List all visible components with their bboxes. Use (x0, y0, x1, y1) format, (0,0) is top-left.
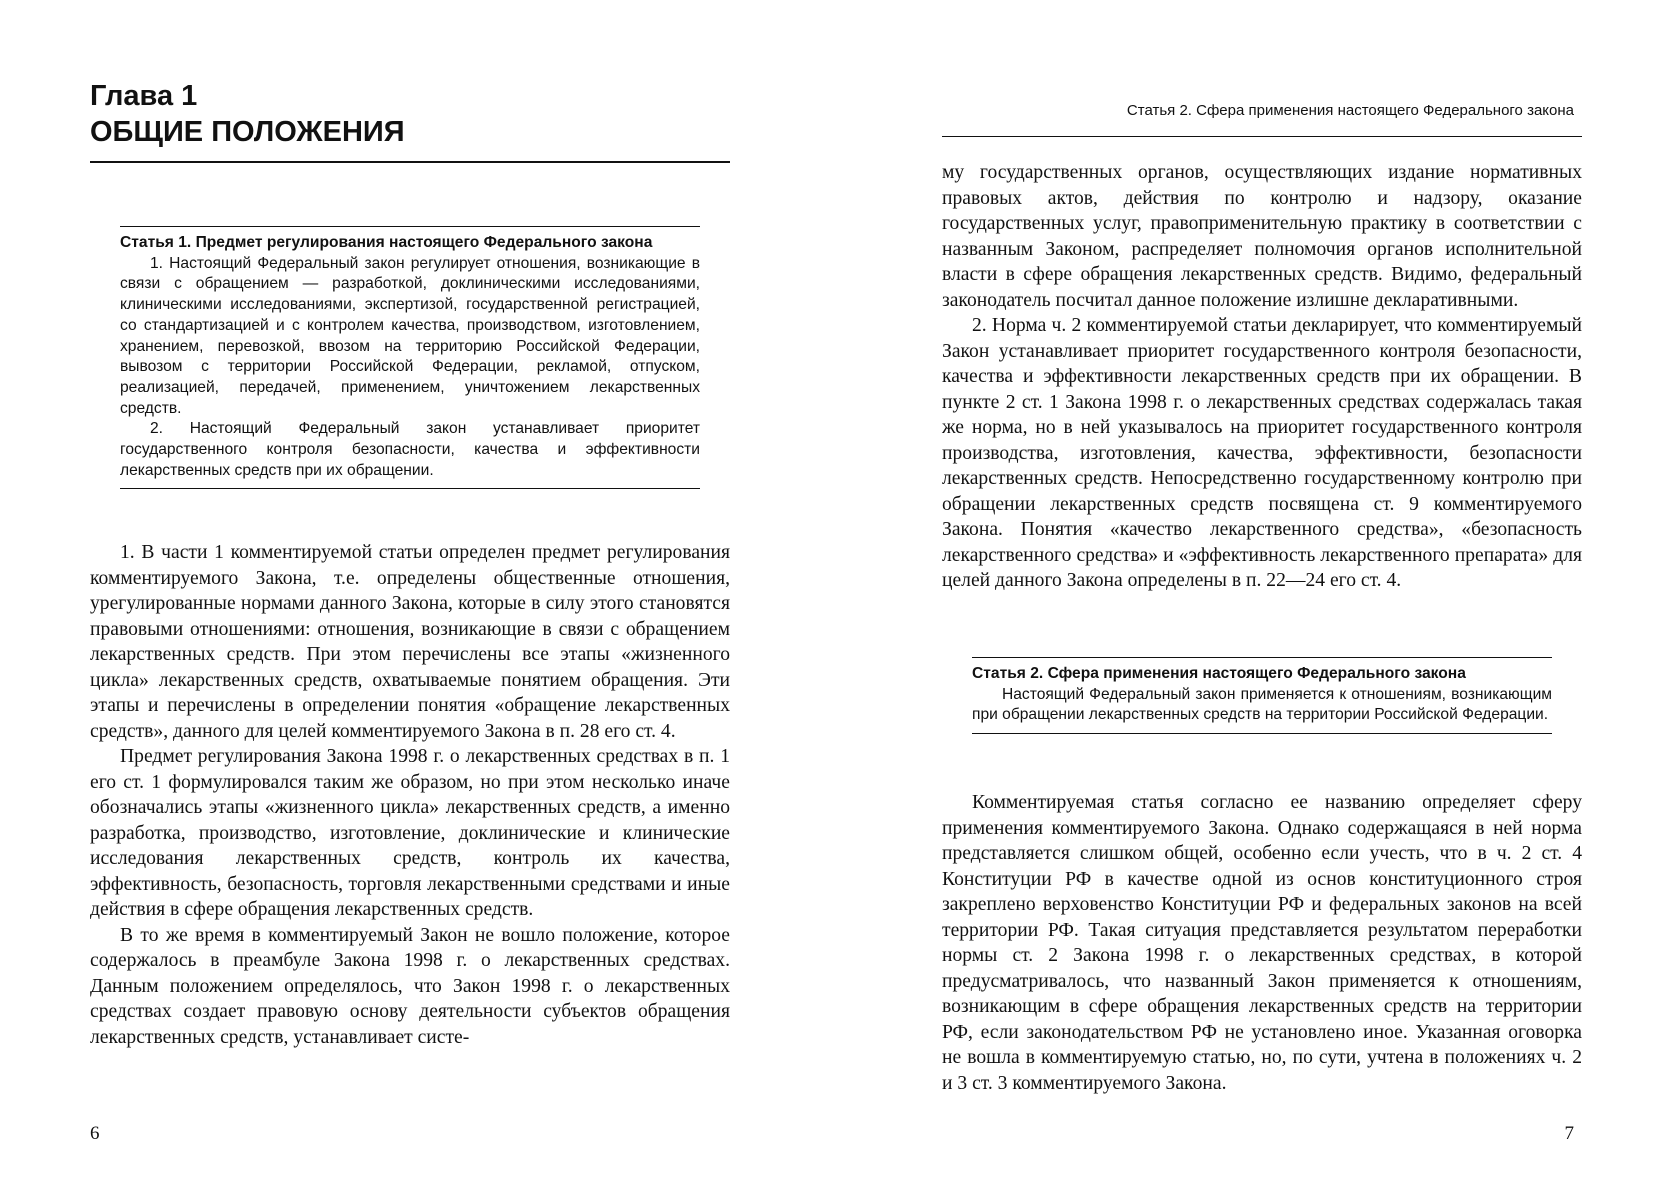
commentary-paragraph: В то же время в комментируемый Закон не вошло положение, которое содержалось в преамбуле Закона 1998 г. о лекарственных средствах. Данным положением определялось, что Закон 1998 г. о лекарственных средствах создает правовую основу деятельности субъектов обращения лекарственных средств, устанавливает систе- (90, 924, 730, 1048)
commentary-paragraph: Комментируемая статья согласно ее названию определяет сферу применения комментируемого Закона. Однако содержащаяся в ней норма представляется слишком общей, особенно если учесть, что в ч. 2 ст. 4 Конституции РФ в качестве одной из основ конституционного строя закреплено верховенство Конституции РФ и федеральных законов на всей территории РФ. Такая ситуация представляется результатом переработки нормы ст. 2 Закона 1998 г. о лекарственных средствах, в которой предусматривалось, что названный Закон применяется к отношениям, возникающим в сфере обращения лекарственных средств на территории РФ, если законодательством РФ не установлено иное. Указанная оговорка не вошла в комментируемую статью, но, по сути, учтена в положениях ч. 2 и 3 ст. 3 комментируемого Закона. (942, 792, 1582, 1094)
running-head: Статья 2. Сфера применения настоящего Федерального закона (1126, 102, 1574, 119)
chapter-number: Глава 1 (90, 80, 198, 112)
article-2-box (972, 657, 1552, 734)
page-number: 6 (90, 1123, 100, 1144)
left-page (90, 0, 730, 1199)
article-2-paragraph: Настоящий Федеральный закон применяется к отношениям, возникающим при обращении лекарственных средств на территории Российской Федерации. (972, 685, 1552, 724)
right-commentary-bottom (942, 790, 1582, 1096)
chapter-title: ОБЩИЕ ПОЛОЖЕНИЯ (90, 116, 405, 148)
right-commentary-top (942, 160, 1582, 594)
left-commentary (90, 540, 730, 1050)
commentary-paragraph: му государственных органов, осуществляющих издание нормативных правовых актов, действия по контролю и надзору, оказание государственных услуг, правоприменительную практику в соответствии с названным Законом, распределяет полномочия органов исполнительной власти в сфере обращения лекарственных средств. Видимо, федеральный законодатель посчитал данное положение излишне декларативными. (942, 162, 1582, 311)
right-page (942, 0, 1582, 1199)
commentary-paragraph: 1. В части 1 комментируемой статьи определен предмет регулирования комментируемого Закона, т.е. определены общественные отношения, урегулированные нормами данного Закона, которые в силу этого становятся правовыми отношениями: отношения, возникающие в связи с обращением лекарственных средств. При этом перечислены все этапы «жизненного цикла» лекарственных средств, охватываемые понятием обращения. Эти этапы и перечислены в определении понятия «обращение лекарственных средств», данного для целей комментируемого Закона в п. 28 его ст. 4. (90, 542, 730, 742)
article-1-title: Статья 1. Предмет регулирования настоящего Федерального закона (120, 234, 653, 251)
article-1-box (120, 226, 700, 489)
page-number: 7 (1564, 1123, 1574, 1144)
article-2-title: Статья 2. Сфера применения настоящего Федерального закона (972, 665, 1466, 682)
article-1-paragraph: 2. Настоящий Федеральный закон устанавливает приоритет государственного контроля безопасности, качества и эффективности лекарственных средств при их обращении. (120, 420, 700, 479)
article-1-paragraph: 1. Настоящий Федеральный закон регулирует отношения, возникающие в связи с обращением — разработкой, доклиническими исследованиями, клиническими исследованиями, экспертизой, государственной регистрацией, со стандартизацией и с контролем качества, производством, изготовлением, хранением, перевозкой, ввозом на территорию Российской Федерации, вывозом с территории Российской Федерации, рекламой, отпуском, реализацией, передачей, применением, уничтожением лекарственных средств. (120, 254, 700, 417)
commentary-paragraph: 2. Норма ч. 2 комментируемой статьи декларирует, что комментируемый Закон устанавливает приоритет государственного контроля безопасности, качества и эффективности лекарственных средств при их обращении. В пункте 2 ст. 1 Закона 1998 г. о лекарственных средствах содержалась такая же норма, но в ней указывалось на приоритет государственного контроля производства, изготовления, качества, эффективности, безопасности лекарственных средств. Непосредственно государственному контролю при обращении лекарственных средств посвящена ст. 9 комментируемого Закона. Понятия «качество лекарственного средства», «безопасность лекарственного средства» и «эффективность лекарственного препарата» для целей данного Закона определены в п. 22—24 его ст. 4. (942, 315, 1582, 591)
running-head-divider (942, 136, 1582, 137)
chapter-divider (90, 161, 730, 163)
commentary-paragraph: Предмет регулирования Закона 1998 г. о лекарственных средствах в п. 1 его ст. 1 формулировался таким же образом, но при этом несколько иначе обозначались этапы «жизненного цикла» лекарственных средств, а именно разработка, производство, изготовление, доклинические и клинические исследования лекарственных средств, контроль их качества, эффективность, безопасность, торговля лекарственными средствами и иные действия в сфере обращения лекарственных средств. (90, 746, 730, 920)
